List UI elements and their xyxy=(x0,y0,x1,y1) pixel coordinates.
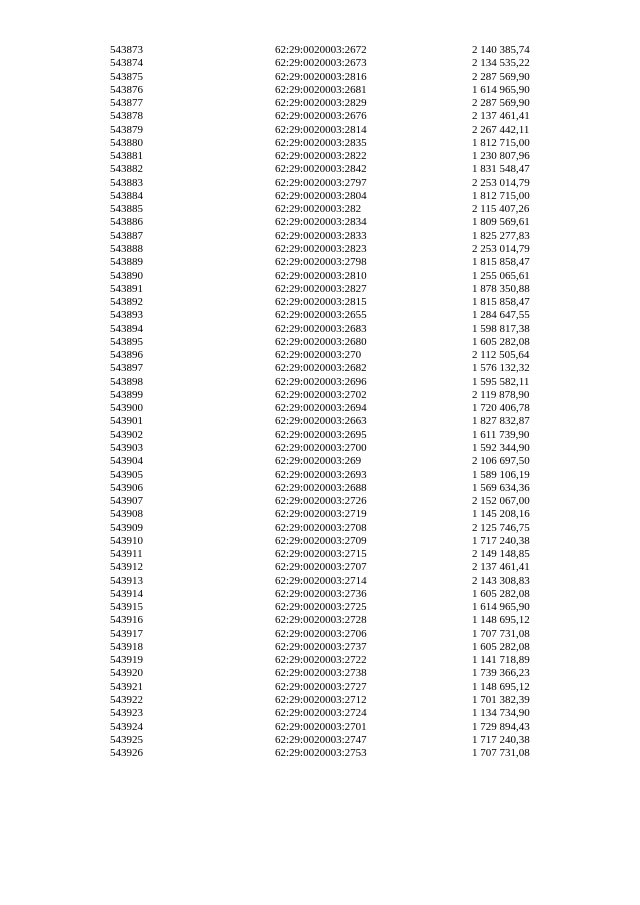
row-number: 543885 xyxy=(110,203,143,216)
cadastral-number: 62:29:0020003:2702 xyxy=(275,388,367,401)
cadastral-number: 62:29:0020003:2726 xyxy=(275,495,367,508)
cadastral-number: 62:29:0020003:2722 xyxy=(275,654,367,667)
table-row xyxy=(0,402,640,415)
cadastral-number: 62:29:0020003:2709 xyxy=(275,534,367,547)
cadastral-value: 1 576 132,32 xyxy=(472,362,530,375)
cadastral-value: 1 255 065,61 xyxy=(472,269,530,282)
cadastral-value: 1 148 695,12 xyxy=(472,614,530,627)
table-row xyxy=(0,535,640,548)
cadastral-value: 1 592 344,90 xyxy=(472,441,530,454)
cadastral-number: 62:29:0020003:2706 xyxy=(275,627,367,640)
cadastral-number: 62:29:0020003:282 xyxy=(275,203,362,216)
table-row xyxy=(0,628,640,641)
row-number: 543903 xyxy=(110,441,143,454)
cadastral-number: 62:29:0020003:2835 xyxy=(275,136,367,149)
table-row xyxy=(0,84,640,97)
cadastral-value: 1 815 858,47 xyxy=(472,296,530,309)
cadastral-number: 62:29:0020003:2797 xyxy=(275,176,367,189)
cadastral-value: 1 831 548,47 xyxy=(472,163,530,176)
cadastral-value: 1 589 106,19 xyxy=(472,468,530,481)
row-number: 543914 xyxy=(110,587,143,600)
cadastral-value: 2 143 308,83 xyxy=(472,574,530,587)
table-row xyxy=(0,415,640,428)
table-row xyxy=(0,256,640,269)
row-number: 543923 xyxy=(110,707,143,720)
row-number: 543888 xyxy=(110,242,143,255)
row-number: 543920 xyxy=(110,667,143,680)
row-number: 543904 xyxy=(110,455,143,468)
cadastral-value: 1 284 647,55 xyxy=(472,309,530,322)
table-row xyxy=(0,177,640,190)
cadastral-number: 62:29:0020003:2815 xyxy=(275,296,367,309)
cadastral-number: 62:29:0020003:2827 xyxy=(275,282,367,295)
cadastral-value: 1 825 277,83 xyxy=(472,229,530,242)
cadastral-number: 62:29:0020003:2663 xyxy=(275,415,367,428)
cadastral-number: 62:29:0020003:2747 xyxy=(275,733,367,746)
row-number: 543881 xyxy=(110,150,143,163)
cadastral-value: 1 569 634,36 xyxy=(472,481,530,494)
table-row xyxy=(0,522,640,535)
row-number: 543925 xyxy=(110,733,143,746)
cadastral-number: 62:29:0020003:2688 xyxy=(275,481,367,494)
cadastral-number: 62:29:0020003:269 xyxy=(275,455,362,468)
cadastral-number: 62:29:0020003:2738 xyxy=(275,667,367,680)
cadastral-value: 2 134 535,22 xyxy=(472,57,530,70)
cadastral-value: 1 614 965,90 xyxy=(472,83,530,96)
cadastral-number: 62:29:0020003:2816 xyxy=(275,70,367,83)
table-row xyxy=(0,309,640,322)
cadastral-value: 1 598 817,38 xyxy=(472,322,530,335)
row-number: 543886 xyxy=(110,216,143,229)
cadastral-value: 1 812 715,00 xyxy=(472,136,530,149)
cadastral-value: 1 701 382,39 xyxy=(472,694,530,707)
row-number: 543889 xyxy=(110,256,143,269)
table-row xyxy=(0,575,640,588)
row-number: 543912 xyxy=(110,561,143,574)
cadastral-value: 1 611 739,90 xyxy=(472,428,530,441)
cadastral-number: 62:29:0020003:2714 xyxy=(275,574,367,587)
table-row xyxy=(0,389,640,402)
row-number: 543898 xyxy=(110,375,143,388)
row-number: 543908 xyxy=(110,508,143,521)
row-number: 543905 xyxy=(110,468,143,481)
cadastral-value: 1 145 208,16 xyxy=(472,508,530,521)
row-number: 543897 xyxy=(110,362,143,375)
cadastral-number: 62:29:0020003:2707 xyxy=(275,561,367,574)
table-row xyxy=(0,216,640,229)
table-row xyxy=(0,469,640,482)
row-number: 543894 xyxy=(110,322,143,335)
cadastral-number: 62:29:0020003:2695 xyxy=(275,428,367,441)
table-row xyxy=(0,270,640,283)
cadastral-value: 2 140 385,74 xyxy=(472,44,530,56)
cadastral-number: 62:29:0020003:2680 xyxy=(275,335,367,348)
cadastral-value: 1 605 282,08 xyxy=(472,640,530,653)
cadastral-number: 62:29:0020003:2681 xyxy=(275,83,367,96)
row-number: 543884 xyxy=(110,189,143,202)
cadastral-value: 1 230 807,96 xyxy=(472,150,530,163)
row-number: 543891 xyxy=(110,282,143,295)
row-number: 543916 xyxy=(110,614,143,627)
table-row xyxy=(0,455,640,468)
cadastral-value: 1 148 695,12 xyxy=(472,680,530,693)
table-row xyxy=(0,667,640,680)
row-number: 543901 xyxy=(110,415,143,428)
table-row xyxy=(0,376,640,389)
table-row xyxy=(0,190,640,203)
cadastral-number: 62:29:0020003:2829 xyxy=(275,97,367,110)
table-row xyxy=(0,349,640,362)
cadastral-number: 62:29:0020003:2798 xyxy=(275,256,367,269)
cadastral-value: 1 134 734,90 xyxy=(472,707,530,720)
cadastral-value: 2 115 407,26 xyxy=(472,203,530,216)
table-row xyxy=(0,508,640,521)
cadastral-value: 1 729 894,43 xyxy=(472,720,530,733)
cadastral-number: 62:29:0020003:2696 xyxy=(275,375,367,388)
cadastral-number: 62:29:0020003:2682 xyxy=(275,362,367,375)
row-number: 543878 xyxy=(110,110,143,123)
cadastral-value: 2 287 569,90 xyxy=(472,97,530,110)
cadastral-value: 1 141 718,89 xyxy=(472,654,530,667)
table-row xyxy=(0,137,640,150)
row-number: 543887 xyxy=(110,229,143,242)
table-row xyxy=(0,150,640,163)
table-row xyxy=(0,230,640,243)
table-row xyxy=(0,681,640,694)
cadastral-number: 62:29:0020003:2736 xyxy=(275,587,367,600)
row-number: 543876 xyxy=(110,83,143,96)
table-row xyxy=(0,296,640,309)
cadastral-value: 2 137 461,41 xyxy=(472,110,530,123)
table-row xyxy=(0,614,640,627)
data-table xyxy=(0,44,640,760)
cadastral-value: 1 595 582,11 xyxy=(472,375,530,388)
row-number: 543906 xyxy=(110,481,143,494)
table-row xyxy=(0,495,640,508)
cadastral-number: 62:29:0020003:2727 xyxy=(275,680,367,693)
cadastral-value: 1 815 858,47 xyxy=(472,256,530,269)
row-number: 543879 xyxy=(110,123,143,136)
cadastral-value: 2 106 697,50 xyxy=(472,455,530,468)
cadastral-value: 2 253 014,79 xyxy=(472,242,530,255)
cadastral-value: 1 878 350,88 xyxy=(472,282,530,295)
cadastral-value: 1 707 731,08 xyxy=(472,747,530,760)
row-number: 543907 xyxy=(110,495,143,508)
table-row xyxy=(0,694,640,707)
row-number: 543873 xyxy=(110,44,143,56)
row-number: 543880 xyxy=(110,136,143,149)
cadastral-value: 2 119 878,90 xyxy=(472,388,530,401)
row-number: 543921 xyxy=(110,680,143,693)
row-number: 543919 xyxy=(110,654,143,667)
cadastral-value: 1 827 832,87 xyxy=(472,415,530,428)
row-number: 543913 xyxy=(110,574,143,587)
cadastral-value: 2 267 442,11 xyxy=(472,123,530,136)
table-row xyxy=(0,561,640,574)
table-row xyxy=(0,429,640,442)
row-number: 543909 xyxy=(110,521,143,534)
table-row xyxy=(0,588,640,601)
row-number: 543900 xyxy=(110,402,143,415)
cadastral-number: 62:29:0020003:2693 xyxy=(275,468,367,481)
row-number: 543918 xyxy=(110,640,143,653)
cadastral-number: 62:29:0020003:2804 xyxy=(275,189,367,202)
cadastral-number: 62:29:0020003:2822 xyxy=(275,150,367,163)
cadastral-number: 62:29:0020003:2814 xyxy=(275,123,367,136)
cadastral-value: 2 253 014,79 xyxy=(472,176,530,189)
cadastral-number: 62:29:0020003:2724 xyxy=(275,707,367,720)
cadastral-number: 62:29:0020003:2737 xyxy=(275,640,367,653)
cadastral-value: 1 720 406,78 xyxy=(472,402,530,415)
table-row xyxy=(0,362,640,375)
cadastral-value: 2 112 505,64 xyxy=(472,349,530,362)
row-number: 543875 xyxy=(110,70,143,83)
row-number: 543896 xyxy=(110,349,143,362)
cadastral-number: 62:29:0020003:2842 xyxy=(275,163,367,176)
cadastral-number: 62:29:0020003:2655 xyxy=(275,309,367,322)
cadastral-number: 62:29:0020003:2728 xyxy=(275,614,367,627)
row-number: 543882 xyxy=(110,163,143,176)
table-row xyxy=(0,601,640,614)
table-row xyxy=(0,57,640,70)
cadastral-number: 62:29:0020003:2834 xyxy=(275,216,367,229)
cadastral-number: 62:29:0020003:2673 xyxy=(275,57,367,70)
row-number: 543924 xyxy=(110,720,143,733)
table-row xyxy=(0,283,640,296)
cadastral-number: 62:29:0020003:2715 xyxy=(275,548,367,561)
table-row xyxy=(0,654,640,667)
cadastral-value: 1 614 965,90 xyxy=(472,601,530,614)
row-number: 543911 xyxy=(110,548,143,561)
table-row xyxy=(0,707,640,720)
table-row xyxy=(0,442,640,455)
table-row xyxy=(0,482,640,495)
table-row xyxy=(0,548,640,561)
table-row xyxy=(0,747,640,760)
row-number: 543915 xyxy=(110,601,143,614)
cadastral-number: 62:29:0020003:2810 xyxy=(275,269,367,282)
row-number: 543874 xyxy=(110,57,143,70)
cadastral-number: 62:29:0020003:270 xyxy=(275,349,362,362)
cadastral-value: 1 717 240,38 xyxy=(472,733,530,746)
row-number: 543917 xyxy=(110,627,143,640)
table-row xyxy=(0,336,640,349)
cadastral-number: 62:29:0020003:2694 xyxy=(275,402,367,415)
table-row xyxy=(0,641,640,654)
row-number: 543890 xyxy=(110,269,143,282)
cadastral-value: 1 717 240,38 xyxy=(472,534,530,547)
cadastral-value: 1 605 282,08 xyxy=(472,587,530,600)
cadastral-number: 62:29:0020003:2823 xyxy=(275,242,367,255)
cadastral-value: 1 707 731,08 xyxy=(472,627,530,640)
cadastral-value: 1 812 715,00 xyxy=(472,189,530,202)
row-number: 543910 xyxy=(110,534,143,547)
cadastral-number: 62:29:0020003:2701 xyxy=(275,720,367,733)
row-number: 543922 xyxy=(110,694,143,707)
table-row xyxy=(0,97,640,110)
table-row xyxy=(0,44,640,57)
cadastral-number: 62:29:0020003:2719 xyxy=(275,508,367,521)
row-number: 543926 xyxy=(110,747,143,760)
cadastral-value: 2 152 067,00 xyxy=(472,495,530,508)
cadastral-value: 1 809 569,61 xyxy=(472,216,530,229)
row-number: 543895 xyxy=(110,335,143,348)
table-row xyxy=(0,124,640,137)
row-number: 543893 xyxy=(110,309,143,322)
table-row xyxy=(0,243,640,256)
cadastral-value: 1 739 366,23 xyxy=(472,667,530,680)
row-number: 543877 xyxy=(110,97,143,110)
table-row xyxy=(0,71,640,84)
table-row xyxy=(0,163,640,176)
cadastral-value: 2 137 461,41 xyxy=(472,561,530,574)
cadastral-number: 62:29:0020003:2700 xyxy=(275,441,367,454)
cadastral-number: 62:29:0020003:2725 xyxy=(275,601,367,614)
cadastral-value: 2 149 148,85 xyxy=(472,548,530,561)
table-row xyxy=(0,721,640,734)
cadastral-number: 62:29:0020003:2833 xyxy=(275,229,367,242)
row-number: 543902 xyxy=(110,428,143,441)
table-row xyxy=(0,323,640,336)
cadastral-number: 62:29:0020003:2676 xyxy=(275,110,367,123)
row-number: 543899 xyxy=(110,388,143,401)
cadastral-number: 62:29:0020003:2708 xyxy=(275,521,367,534)
table-row xyxy=(0,734,640,747)
cadastral-number: 62:29:0020003:2672 xyxy=(275,44,367,56)
table-row xyxy=(0,203,640,216)
cadastral-number: 62:29:0020003:2683 xyxy=(275,322,367,335)
row-number: 543883 xyxy=(110,176,143,189)
row-number: 543892 xyxy=(110,296,143,309)
cadastral-value: 1 605 282,08 xyxy=(472,335,530,348)
table-row xyxy=(0,110,640,123)
cadastral-value: 2 125 746,75 xyxy=(472,521,530,534)
cadastral-number: 62:29:0020003:2712 xyxy=(275,694,367,707)
cadastral-value: 2 287 569,90 xyxy=(472,70,530,83)
cadastral-number: 62:29:0020003:2753 xyxy=(275,747,367,760)
